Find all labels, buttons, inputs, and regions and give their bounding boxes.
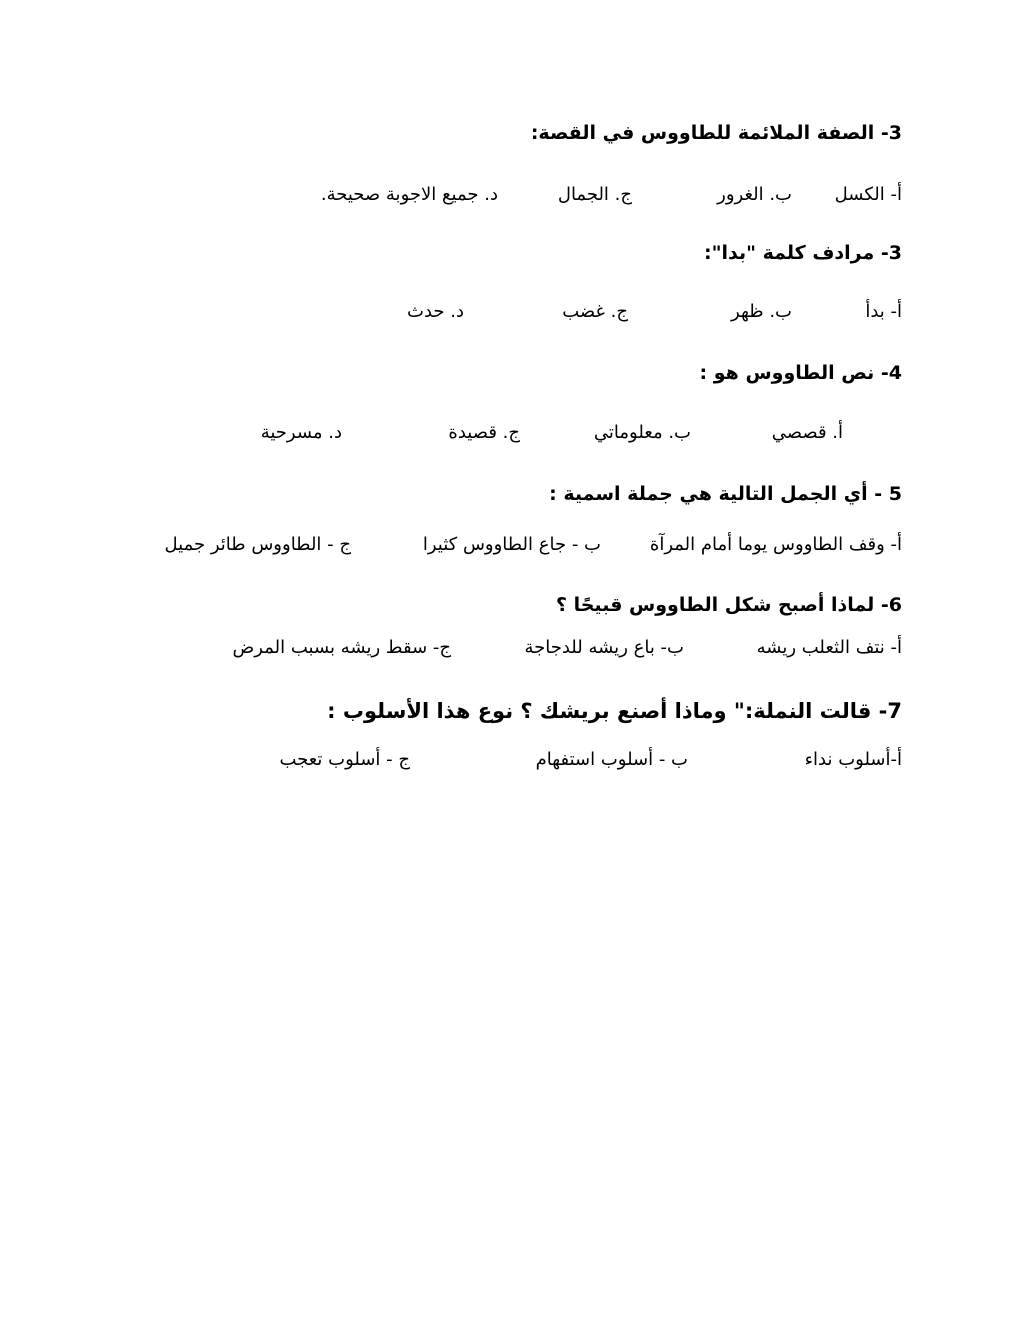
question-5-option-c: ج- سقط ريشه بسبب المرض (232, 637, 451, 658)
question-2-option-d: د. حدث (407, 301, 464, 322)
question-2-option-b: ب. ظهر (731, 301, 792, 322)
question-2-option-c: ج. غضب (562, 301, 628, 322)
question-4-option-c: ج - الطاووس طائر جميل (164, 534, 351, 555)
question-5-title: 6- لماذا أصبح شكل الطاووس قبيحًا ؟ (555, 594, 902, 616)
question-1-option-b: ب. الغرور (717, 184, 792, 205)
question-6-option-b: ب - أسلوب استفهام (535, 749, 688, 770)
question-3-option-a: أ. قصصي (771, 422, 843, 443)
question-5-option-b: ب- باع ريشه للدجاجة (524, 637, 684, 658)
question-6-option-a: أ-أسلوب نداء (804, 749, 902, 770)
question-2-title: 3- مرادف كلمة "بدا": (704, 242, 902, 264)
question-6-option-c: ج - أسلوب تعجب (279, 749, 410, 770)
question-6-title: 7- قالت النملة:" وماذا أصنع بريشك ؟ نوع هذا الأسلوب : (327, 699, 902, 723)
question-3-option-c: ج. قصيدة (448, 422, 520, 443)
question-3-option-b: ب. معلوماتي (593, 422, 691, 443)
question-3-title: 4- نص الطاووس هو : (699, 362, 902, 384)
question-1-option-c: ج. الجمال (557, 184, 632, 205)
question-5-option-a: أ- نتف الثعلب ريشه (756, 637, 902, 658)
question-4-option-b: ب - جاع الطاووس كثيرا (422, 534, 601, 555)
question-1-title: 3- الصفة الملائمة للطاووس في القصة: (530, 122, 902, 144)
question-2-option-a: أ- بدأ (865, 301, 902, 322)
question-4-title: 5 - أي الجمل التالية هي جملة اسمية : (549, 483, 902, 505)
question-1-option-a: أ- الكسل (834, 184, 902, 205)
question-4-option-a: أ- وقف الطاووس يوما أمام المرآة (649, 534, 902, 555)
question-3-option-d: د. مسرحية (260, 422, 342, 443)
question-1-option-d: د. جميع الاجوبة صحيحة. (320, 184, 498, 205)
